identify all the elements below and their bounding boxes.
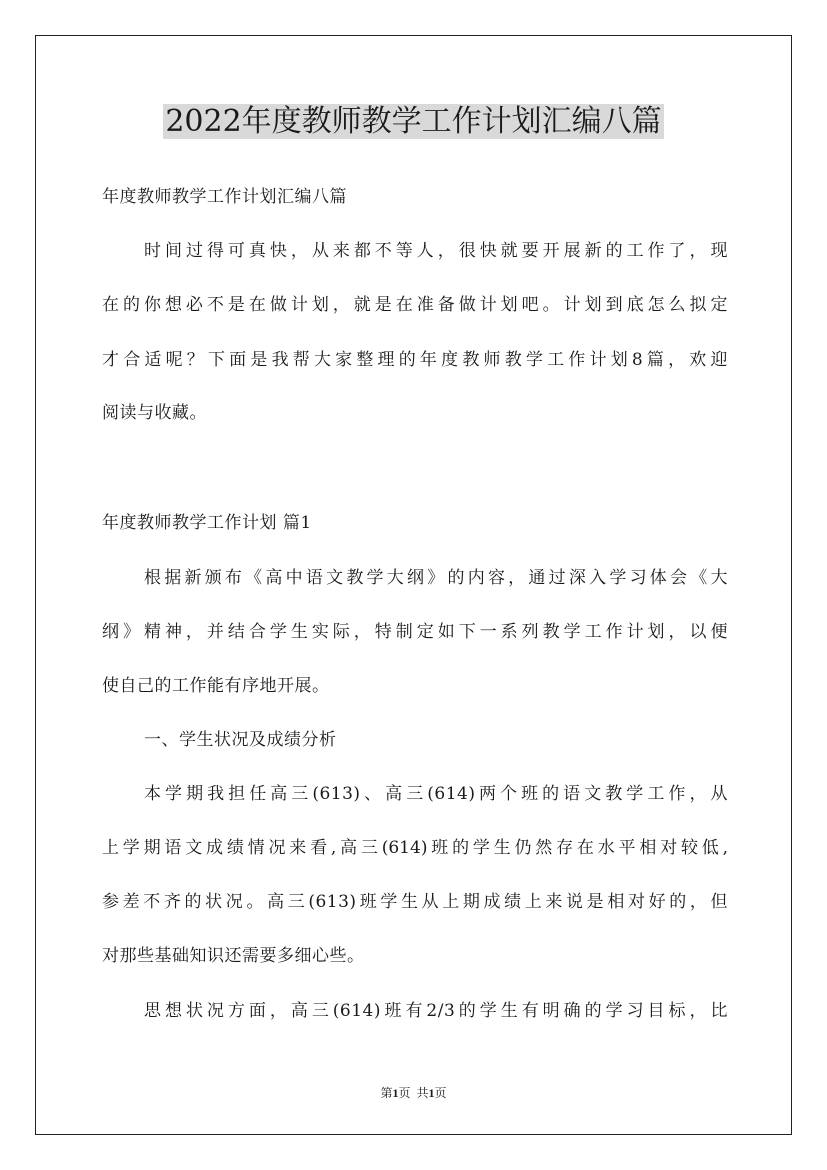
footer-page-prefix: 第	[380, 1086, 393, 1100]
intro-line-2: 在的你想必不是在做计划，就是在准备做计划吧。计划到底怎么拟定	[102, 295, 728, 315]
document-subtitle: 年度教师教学工作计划汇编八篇	[102, 187, 347, 207]
section-line-5: 本学期我担任高三(613)、高三(614)两个班的语文教学工作，从	[144, 784, 728, 804]
section-line-6: 上学期语文成绩情况来看,高三(614)班的学生仍然存在水平相对较低,	[102, 838, 728, 858]
section-line-9: 思想状况方面，高三(614)班有2/3的学生有明确的学习目标，比	[144, 1001, 728, 1021]
footer-page-suffix: 页	[434, 1086, 447, 1100]
section-line-8: 对那些基础知识还需要多细心些。	[102, 946, 365, 966]
intro-line-3: 才合适呢？下面是我帮大家整理的年度教师教学工作计划8篇，欢迎	[102, 350, 728, 370]
footer-page-number: 1	[392, 1086, 399, 1100]
document-title-text: 2022年度教师教学工作计划汇编八篇	[165, 104, 662, 139]
section-line-3: 使自己的工作能有序地开展。	[102, 676, 330, 696]
section-line-7: 参差不齐的状况。高三(613)班学生从上期成绩上来说是相对好的，但	[102, 892, 728, 912]
section-line-2: 纲》精神，并结合学生实际，特制定如下一系列教学工作计划，以便	[102, 622, 728, 642]
section-line-1: 根据新颁布《高中语文教学大纲》的内容，通过深入学习体会《大	[144, 568, 728, 588]
page-footer	[0, 1084, 827, 1101]
section-heading: 年度教师教学工作计划 篇1	[102, 513, 312, 533]
intro-line-1: 时间过得可真快，从来都不等人，很快就要开展新的工作了，现	[144, 241, 728, 261]
intro-line-4: 阅读与收藏。	[102, 403, 207, 423]
subsection-heading: 一、学生状况及成绩分析	[144, 730, 337, 750]
document-title	[0, 100, 827, 144]
footer-total-pages: 1	[428, 1086, 435, 1100]
footer-page-mid: 页 共	[398, 1086, 429, 1100]
